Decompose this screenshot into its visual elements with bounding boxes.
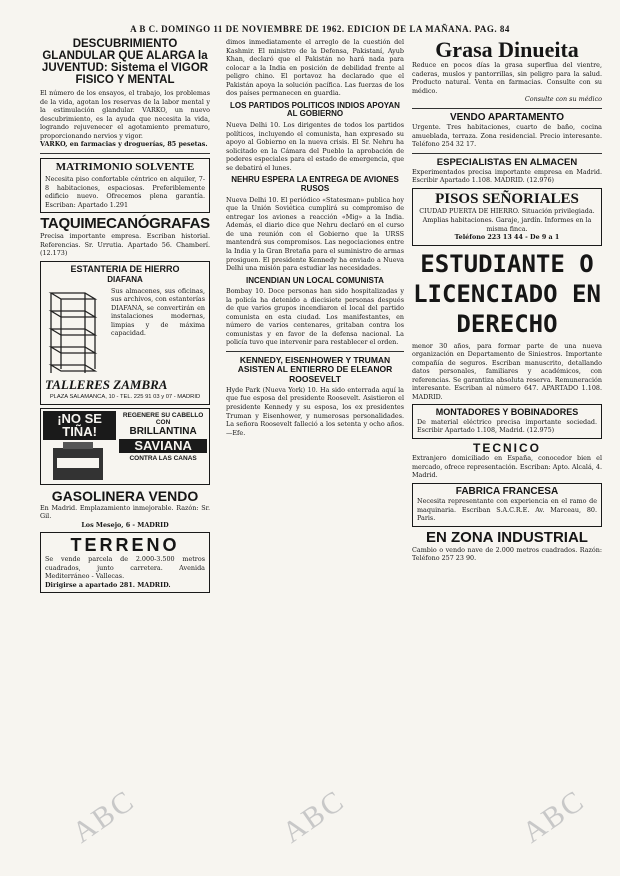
ad-gasolinera-text: En Madrid. Emplazamiento inmejorable. Razón: Sr. Gil.: [40, 503, 210, 521]
ad-saviana-line2: BRILLANTINA: [129, 425, 197, 437]
watermark-left: ABC: [66, 783, 141, 850]
ad-terreno-tail: Dirigirse a apartado 281. MADRID.: [45, 580, 171, 589]
ad-pisos-tail: Teléfono 223 13 44 - De 9 a 1: [454, 233, 560, 242]
ad-taquimecanografas-text: Precisa importante empresa. Escriban historial. Referencias. Sr. Urrutia. Apartado 56. Chamberí. (12.173): [40, 232, 210, 258]
ad-estanteria-title: ESTANTERIA DE HIERRO: [70, 263, 180, 274]
ad-saviana-title: ¡NO SE TIÑA!: [43, 411, 116, 440]
ad-tecnico-text: Extranjero domiciliado en España, conocedor bien el mercado, ofrece representación. Escriban: Apto. Alcalá, 4. Madrid.: [412, 454, 602, 480]
column-left: [40, 38, 210, 596]
ad-zona-industrial-text: Cambio o vendo nave de 2.000 metros cuadrados. Razón: Teléfono 257 23 90.: [412, 545, 602, 563]
article-roosevelt-text: Hyde Park (Nueva York) 10. Ha sido enterrada aquí la que fue esposa del presidente Roosevelt. Asistieron el presidente Kennedy y su esposa, los ex presidentes Truman y Eisenhower, y numerosas personalidades. La señora Roosevelt falleció a los setenta y ocho años.—Efe.: [226, 385, 404, 437]
ad-saviana: [40, 408, 210, 485]
ad-zona-industrial-title: EN ZONA INDUSTRIAL: [426, 528, 588, 546]
ad-apartamento: [412, 113, 602, 149]
ad-estudiante-text: menor 30 años, para formar parte de una nueva organización en Departamento de Siniestros. Importante compañía de seguros. Escriban manuscrito, detallando datos personales, familiares y académicos, con referencias. Se garantiza absoluta reserva. Remuneración interesante. Escriban al número 647. APARTADO 1.108. MADRID.: [412, 341, 602, 401]
ad-fabrica: [412, 483, 602, 527]
divider: [226, 351, 404, 352]
ad-saviana-line3: CONTRA LAS CANAS: [129, 454, 197, 462]
ad-tecnico-title: TECNICO: [473, 440, 541, 455]
ad-estanteria-text: Sus almacenes, sus oficinas, sus archivos, con estanterías DIAFANA, se convertirán en instalaciones modernas, limpias y de máxima capacidad.: [111, 286, 205, 338]
ad-pisos: [412, 188, 602, 246]
ad-apartamento-text: Urgente. Tres habitaciones, cuarto de baño, cocina amueblada, terraza. Zona residencial. Precio interesante. Teléfono 254 32 17.: [412, 123, 602, 149]
ad-varko-tail: VARKO, en farmacias y droguerías, 85 pesetas.: [40, 140, 208, 149]
ad-almacen-text: Experimentados precisa importante empresa en Madrid. Escribir Apartado 1.108. MADRID. (12.976): [412, 167, 602, 185]
shelf-illustration: [45, 289, 107, 375]
divider: [412, 153, 602, 154]
ad-saviana-inner: [43, 411, 207, 482]
ad-montadores-text: De material eléctrico precisa importante sociedad. Escribir Apartado 1.108, Madrid. (12.975): [417, 417, 597, 435]
ad-taquimecanografas-title: TAQUIMECANÓGRAFAS: [40, 215, 210, 233]
ad-fabrica-title: FABRICA FRANCESA: [455, 485, 559, 497]
ad-estanteria: [40, 261, 210, 405]
divider: [412, 108, 602, 109]
ad-matrimonio-text: Necesita piso confortable céntrico en alquiler, 7-8 habitaciones, espaciosas. Preferiblemente edificio nuevo. Ofrecemos plena garantía. Escriban: Apartado 1.291: [45, 175, 205, 209]
ad-taquimecanografas: [40, 216, 210, 257]
ad-montadores-title: MONTADORES Y BOBINADORES: [435, 407, 579, 418]
page-header: A B C. DOMINGO 11 DE NOVIEMBRE DE 1962. EDICION DE LA MAÑANA. PAG. 84: [130, 24, 510, 34]
ad-terreno-title: TERRENO: [70, 535, 180, 556]
ad-gasolinera-title: GASOLINERA VENDO: [51, 487, 199, 504]
watermark-right: ABC: [516, 783, 591, 850]
ad-estudiante: [412, 249, 602, 402]
ad-pisos-title: PISOS SEÑORIALES: [435, 190, 579, 207]
ad-varko-title: DESCUBRIMIENTO GLANDULAR QUE ALARGA la JUVENTUD: Sistema el VIGOR FISICO Y MENTAL: [41, 38, 209, 87]
watermark-middle: ABC: [276, 783, 351, 850]
ad-almacen-title: ESPECIALISTAS EN ALMACEN: [436, 156, 578, 168]
column-right: [412, 38, 602, 563]
ad-gasolinera-tail: Los Mesejo, 6 - MADRID: [81, 520, 169, 529]
headline-incendio: INCENDIAN UN LOCAL COMUNISTA: [246, 275, 384, 285]
ad-varko-text: El número de los ensayos, el trabajo, los problemas de la vida, agotan los reservas de la labor mental y la estimulación glandular. VARKO, un nuevo descubrimiento, es la ayuda que necesita la vida, logrando rejuvenecer el agotamiento prematuro, proporcionando nervios y vigor.: [40, 89, 210, 140]
ad-grasa-tail: Consulte con su médico: [524, 95, 602, 104]
headline-nehru: NEHRU ESPERA LA ENTREGA DE AVIONES RUSOS: [231, 175, 399, 194]
ad-estanteria-address: PLAZA SALAMANCA, 10 - TEL. 225 91 03 y 07 - MADRID: [49, 393, 201, 400]
column-middle: [226, 38, 404, 437]
ad-saviana-line1: REGENERE SU CABELLO CON: [122, 411, 204, 426]
bottle-illustration: [43, 442, 113, 482]
ad-matrimonio: [40, 158, 210, 214]
ad-zona-industrial: [412, 530, 602, 563]
ad-gasolinera: [40, 489, 210, 529]
ad-pisos-text: CIUDAD PUERTA DE HIERRO. Situación privilegiada. Amplias habitaciones. Garaje, jardín. Informes en la misma finca.: [419, 207, 595, 233]
ad-terreno: [40, 532, 210, 593]
article-partidos-text: Nueva Delhi 10. Los dirigentes de todos los partidos políticos, incluyendo el comunista, han expresado su apoyo al Gobierno en la nueva crisis. El Sr. Nehru ha solicitado en la Cámara del Pueblo la aprobación de poderes especiales para el estado de emergencia, que se debatirá el lunes.: [226, 121, 404, 172]
ad-terreno-text: Se vende parcela de 2.000-3.500 metros cuadrados, junto carretera. Avenida Mediterráneo - Vallecas.: [45, 555, 205, 581]
ad-almacen: [412, 158, 602, 185]
headline-partidos: LOS PARTIDOS POLITICOS INDIOS APOYAN AL GOBIERNO: [230, 100, 400, 119]
article-incendio-text: Bombay 10. Doce personas han sido hospitalizadas y la policía ha detenido a diecisiete personas después de que varios grupos incendiaron el local del partido comunista en esta ciudad. Los manifestantes, en número de varios centenares, gritaban contra los comunistas y en favor de la defensa nacional. La policía tuvo que intervenir para restablecer el orden.: [226, 287, 404, 347]
ad-estanteria-body: [45, 287, 205, 377]
article-kashmir-text: dimos inmediatamente el arreglo de la cuestión del Kashmir. El ministro de la Defensa, Pakistaní, Ayub Khan, declaró que el Pakistán no hará nada para colocar a la India en posición de debilidad frente al peligro chino. El portavoz ha declarado que el Pakistán apoya la solución pacífica. Las fuerzas de los dos países permanecen en guardia.: [226, 38, 404, 98]
ad-grasa-text: Reduce en pocos días la grasa superflua del vientre, caderas, muslos y pantorrillas, sin peligro para la salud. Producto natural. Venta en farmacias. Consulte con su médico.: [412, 61, 602, 95]
ad-fabrica-text: Necesita representante con experiencia en el ramo de maquinaria. Escriban S.A.C.R.E. Av. Marceau, 80. Paris.: [417, 497, 597, 523]
article-nehru-text: Nueva Delhi 10. El periódico «Statesman» publica hoy que la Unión Soviética cumplirá su compromiso de entregar los aviones a reacción «Mig» a la India. Además, el diario dice que Nehru declaró en el curso de una reunión con el Gobierno que la URSS mantendrá sus compromisos. Las negociaciones entre la India y la Gran Bretaña para el suministro de armas prosiguen. El presidente Kennedy ha enviado a Nueva Delhi una misión para estudiar las necesidades.: [226, 195, 404, 273]
ad-estanteria-logo: TALLERES ZAMBRA: [45, 376, 168, 392]
ad-apartamento-title: VENDO APARTAMENTO: [449, 111, 565, 123]
ad-grasa-title: Grasa Dinueita: [435, 37, 579, 62]
ad-grasa: [412, 38, 602, 104]
ad-matrimonio-title: MATRIMONIO SOLVENTE: [55, 160, 195, 173]
divider: [40, 153, 210, 154]
ad-tecnico: [412, 442, 602, 480]
headline-roosevelt: KENNEDY, EISENHOWER Y TRUMAN ASISTEN AL ENTIERRO DE ELEANOR ROOSEVELT: [237, 354, 393, 384]
ad-montadores: [412, 404, 602, 438]
ad-estanteria-brand: DIAFANA: [107, 275, 143, 285]
ad-estudiante-title: ESTUDIANTE O LICENCIADO EN DERECHO: [413, 249, 601, 338]
ad-varko: [40, 38, 210, 149]
ad-saviana-brand: SAVIANA: [119, 439, 207, 453]
